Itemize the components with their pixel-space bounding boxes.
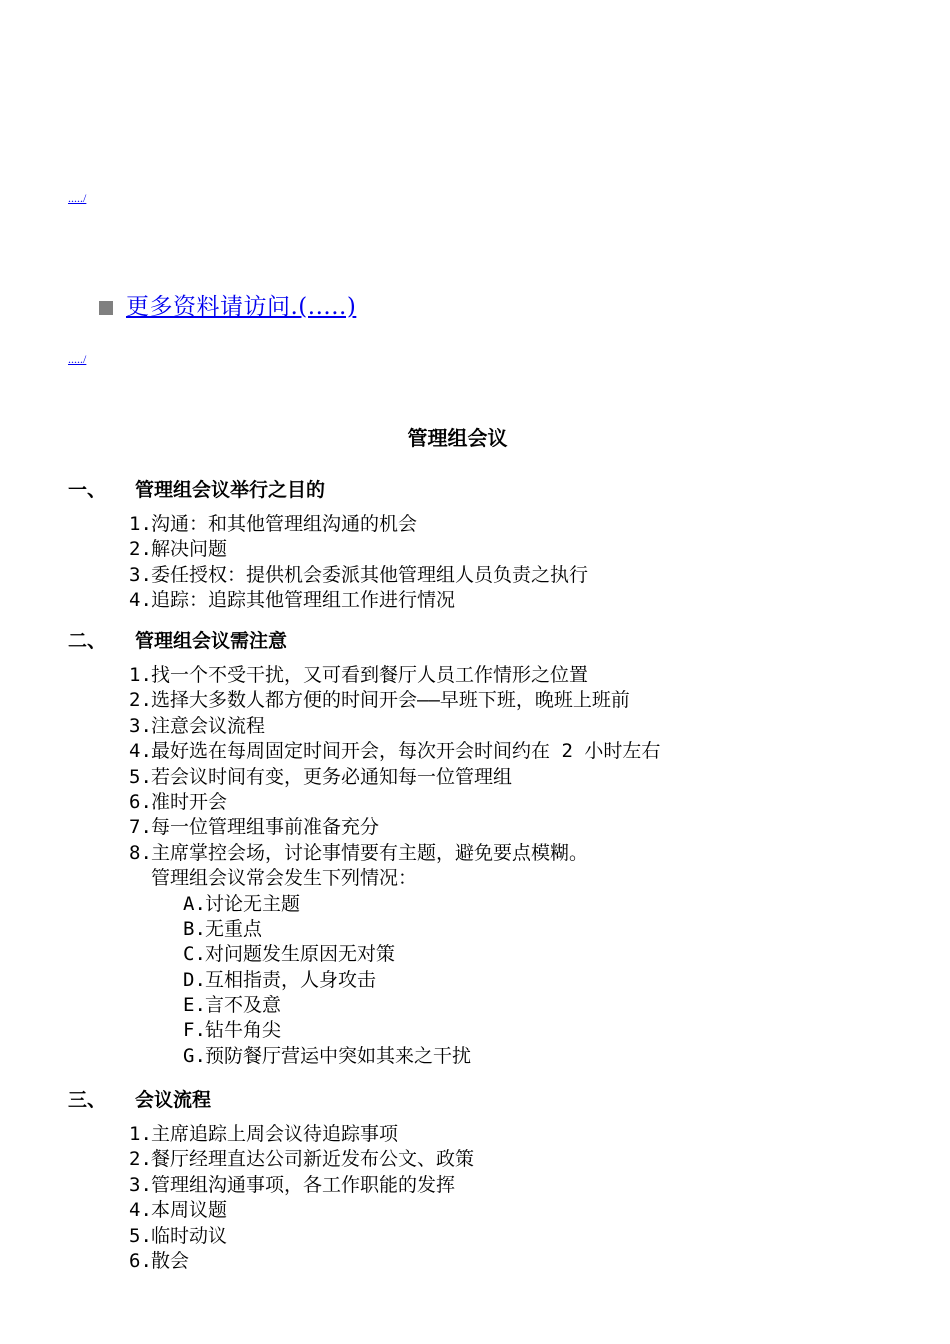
list-item [129,1249,930,1274]
item-text: 临时动议 [151,1224,228,1247]
item-text: 对问题发生原因无对策 [205,943,396,966]
item-text: 找一个不受干扰，又可看到餐厅人员工作情形之位置 [151,664,589,686]
item-number: 3. [129,1173,152,1196]
item-number: 4. [129,1199,152,1222]
bottom-link[interactable]: ...../ [68,352,87,366]
list-item [129,1198,930,1223]
item-number: 4. [129,740,152,763]
list-item [129,841,930,866]
item-text: 沟通：和其他管理组沟通的机会 [151,513,418,535]
item-text: 主席掌控会场，讨论事情要有主题，避免要点模糊。 [151,841,589,864]
item-text: 散会 [151,1249,190,1272]
item-text: 本周议题 [151,1199,228,1222]
sub-list-item [183,993,930,1018]
item-letter: G. [183,1044,206,1067]
item-text: 主席追踪上周会议待追踪事项 [151,1123,399,1145]
document-title: 管理组会议 [407,426,508,450]
item-text: 钻牛角尖 [205,1019,282,1042]
sub-list-item [183,892,930,917]
item-number: 3. [129,563,152,586]
item-number: 5. [129,1224,152,1247]
list-item [129,714,930,739]
section-number: 二、 [68,630,107,652]
square-bullet-icon [99,301,113,315]
subitem-list [183,892,930,1070]
item-text: 预防餐厅营运中突如其来之干扰 [205,1044,472,1067]
item-number: 3. [129,714,152,737]
item-number: 2. [129,689,152,712]
item-text: 注意会议流程 [151,714,266,737]
item-number: 4. [129,589,152,612]
item-number: 6. [129,790,152,813]
item-text: 互相指责，人身攻击 [205,968,377,991]
item-text: 每一位管理组事前准备充分 [151,816,380,839]
list-item [129,739,930,764]
item-letter: D. [183,968,206,991]
item-number: 1. [129,513,152,535]
section-number: 一、 [68,479,107,501]
item-text: 解决问题 [151,538,228,561]
item-number: 1. [129,1123,152,1145]
section-process [68,1086,930,1274]
item-number: 1. [129,664,152,686]
item-number: 5. [129,765,152,788]
section-heading [68,1086,930,1114]
item-text: 选择大多数人都方便的时间开会——早班下班，晚班上班前 [151,689,630,712]
item-text: 委任授权：提供机会委派其他管理组人员负责之执行 [151,563,589,586]
situation-note: 管理组会议常会发生下列情况： [151,867,418,890]
item-letter: F. [183,1019,206,1042]
item-letter: E. [183,994,206,1017]
item-text: 追踪：追踪其他管理组工作进行情况 [151,589,456,612]
item-text: 若会议时间有变，更务必通知每一位管理组 [151,765,513,788]
list-item [129,765,930,790]
item-letter: A. [183,892,206,915]
list-item [129,563,930,588]
item-text: 讨论无主题 [205,892,301,915]
more-info-row [99,292,356,322]
item-list [129,1122,930,1274]
sub-list-item [183,942,930,967]
item-number: 2. [129,538,152,561]
list-item [129,815,930,840]
sub-list-item [183,1018,930,1043]
sub-list-item [183,1044,930,1069]
list-item [129,1122,930,1147]
more-info-link[interactable]: 更多资料请访问.(.....) [126,294,357,320]
item-number: 6. [129,1249,152,1272]
item-letter: C. [183,943,206,966]
list-item [129,588,930,613]
item-text: 无重点 [205,917,263,940]
item-text: 准时开会 [151,790,228,813]
list-item [129,663,930,688]
section-heading [68,476,930,504]
list-item [129,688,930,713]
section-title: 会议流程 [135,1089,212,1111]
item-text: 管理组沟通事项，各工作职能的发挥 [151,1173,456,1196]
section-number: 三、 [68,1089,107,1111]
section-heading [68,627,930,655]
list-item [129,1224,930,1249]
list-item [129,537,930,562]
top-link[interactable]: ...../ [68,191,87,205]
item-text: 餐厅经理直达公司新近发布公文、政策 [151,1148,475,1171]
section-title: 管理组会议需注意 [135,630,288,652]
item-list [129,512,930,614]
list-item [129,512,930,537]
item-number: 7. [129,816,152,839]
list-item [129,790,930,815]
sub-list-item [183,917,930,942]
item-letter: B. [183,917,206,940]
section-notes [68,627,930,1069]
item-number: 2. [129,1148,152,1171]
item-number: 8. [129,841,152,864]
section-title: 管理组会议举行之目的 [135,479,326,501]
item-list [129,663,930,866]
sub-list-item [183,968,930,993]
list-item [129,1173,930,1198]
item-text: 最好选在每周固定时间开会，每次开会时间约在 2 小时左右 [151,740,661,763]
list-item [129,1147,930,1172]
item-text: 言不及意 [205,994,282,1017]
section-purpose [68,476,930,614]
